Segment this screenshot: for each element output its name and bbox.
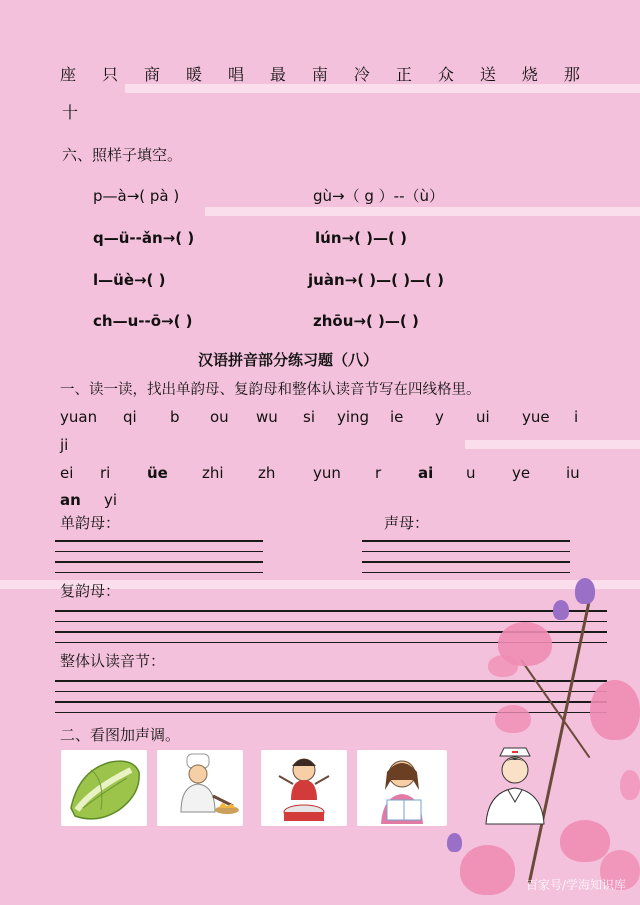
pink-flower: [560, 820, 610, 862]
pinyin-ue: üe: [147, 464, 168, 482]
label-initials: 声母：: [384, 514, 430, 532]
pinyin-ei: ei: [60, 464, 74, 482]
pinyin-yi: yi: [104, 491, 118, 509]
section6-row4-left: ch—u--ō→( ): [93, 312, 193, 330]
q1-title: 一、读一读，找出单韵母、复韵母和整体认读音节写在四线格里。: [60, 382, 481, 398]
pinyin-zhi: zhi: [202, 464, 224, 482]
pinyin-ri: ri: [100, 464, 111, 482]
cabbage-picture: [61, 750, 147, 826]
character-item: 暖: [185, 65, 202, 84]
character-item: 烧: [521, 65, 538, 84]
pinyin-iu: iu: [566, 464, 580, 482]
character-item: 众: [437, 65, 454, 84]
watermark: 百家号/学海知识库: [525, 878, 626, 892]
pinyin-an: an: [60, 491, 81, 509]
purple-bud: [575, 578, 595, 604]
section6-row2-left: q—ü--ǎn→( ): [93, 229, 195, 247]
section6-row3-right: juàn→( )—( )—( ): [308, 271, 444, 289]
section6-row1-left: p—à→( pà ): [93, 187, 180, 205]
character-item: 南: [311, 65, 328, 84]
pinyin-yun: yun: [313, 464, 341, 482]
pinyin-r: r: [375, 464, 382, 482]
girl-reading-picture: [357, 750, 447, 826]
decor-stripe: [465, 440, 640, 449]
character-item: 商: [143, 65, 160, 84]
pink-flower: [488, 655, 518, 677]
pinyin-ji: ji: [60, 436, 69, 454]
purple-bud: [447, 833, 462, 852]
decor-stripe: [125, 84, 640, 93]
label-compound-finals: 复韵母：: [60, 582, 121, 600]
nurse-picture: [478, 746, 552, 826]
exercise-title: 汉语拼音部分练习题（八）: [198, 351, 379, 369]
pinyin-zh: zh: [258, 464, 276, 482]
character-item: 送: [479, 65, 496, 84]
pink-flower: [620, 770, 640, 800]
section6-row1-right: gù→（ g ）--（ù）: [313, 187, 444, 205]
pinyin-ai: ai: [418, 464, 434, 482]
pinyin-ying: ying: [337, 408, 370, 426]
label-single-finals: 单韵母：: [60, 514, 121, 532]
pinyin-yuan: yuan: [60, 408, 98, 426]
pink-flower: [460, 845, 515, 895]
pinyin-u: u: [466, 464, 476, 482]
character-row: [60, 62, 580, 85]
pinyin-ye: ye: [512, 464, 531, 482]
character-item: 只: [101, 65, 118, 84]
character-row-2: 十: [62, 103, 79, 122]
pinyin-si: si: [303, 408, 315, 426]
label-whole-syllables: 整体认读音节：: [60, 652, 166, 670]
pink-flower: [590, 680, 640, 740]
character-item: 座: [60, 65, 77, 84]
pink-flower: [495, 705, 531, 733]
pinyin-ie: ie: [390, 408, 404, 426]
pinyin-qi: qi: [123, 408, 137, 426]
pinyin-ou: ou: [210, 408, 229, 426]
section6-row3-left: l—üè→( ): [93, 271, 166, 289]
pinyin-y: y: [435, 408, 444, 426]
pinyin-wu: wu: [256, 408, 278, 426]
character-item: 冷: [353, 65, 370, 84]
q2-title: 二、看图加声调。: [60, 726, 181, 744]
pinyin-yue: yue: [522, 408, 550, 426]
chef-cooking-picture: [157, 750, 243, 826]
character-item: 最: [269, 65, 286, 84]
character-item: 那: [563, 65, 580, 84]
girl-drum-picture: [261, 750, 347, 826]
pinyin-i: i: [574, 408, 579, 426]
character-item: 正: [395, 65, 412, 84]
section6-title: 六、照样子填空。: [62, 146, 183, 164]
section6-row4-right: zhōu→( )—( ): [313, 312, 419, 330]
purple-bud: [553, 600, 569, 620]
section6-row2-right: lún→( )—( ): [315, 229, 407, 247]
writing-lines-initials[interactable]: [362, 540, 570, 582]
character-item: 唱: [227, 65, 244, 84]
pinyin-ui: ui: [476, 408, 490, 426]
pinyin-b: b: [170, 408, 180, 426]
decor-stripe: [205, 207, 640, 216]
writing-lines-single[interactable]: [55, 540, 263, 582]
